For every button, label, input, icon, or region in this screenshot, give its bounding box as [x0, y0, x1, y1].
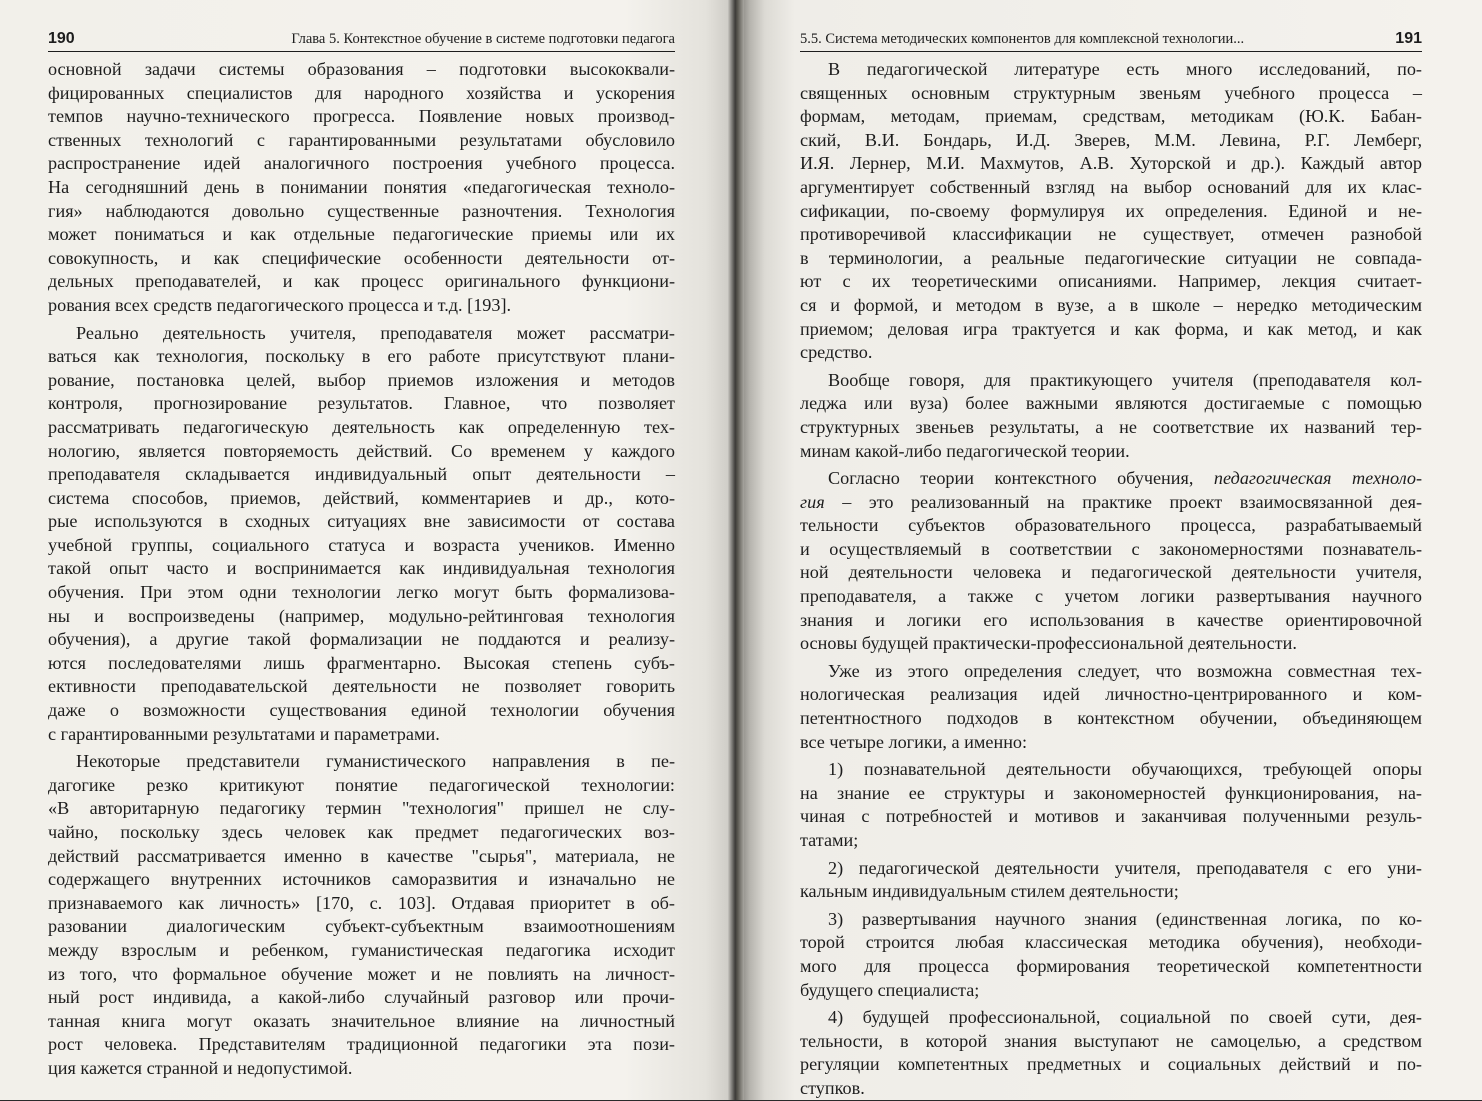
- text-line: основной задачи системы образования – подготовки высококвали-: [48, 59, 675, 79]
- text-line: приемом; деловая игра трактуется и как форма, и как метод, и как: [800, 318, 1422, 339]
- paragraph: [800, 758, 1422, 852]
- text-line: татами;: [800, 830, 859, 850]
- text-line: 1) познавательной деятельности обучающихся, требующей опоры: [828, 759, 1422, 780]
- text-line: рование, постановка целей, выбор приемов изложения и методов: [48, 369, 675, 390]
- text-line: чайно, поскольку здесь человек как предмет педагогических воз-: [48, 822, 675, 842]
- left-running-title: Глава 5. Контекстное обучение в системе подготовки педагога: [291, 31, 675, 47]
- text-line: Уже из этого определения следует, что возможна совместная тех-: [828, 660, 1422, 681]
- text-line: система способов, приемов, действий, комментариев и др., кото-: [48, 487, 675, 508]
- term-emphasis: гия: [800, 491, 825, 512]
- text-line: ся и формой, и методом в вузе, а в школе – нередко методическим: [800, 294, 1422, 315]
- paragraph: [800, 908, 1422, 1002]
- text-line: рые используются в сходных ситуациях вне зависимости от состава: [48, 511, 675, 532]
- text-line: ют с их теоретическими описаниями. Например, лекция считает-: [800, 271, 1422, 292]
- text-line: на знание ее структуры и закономерностей функционирования, на-: [800, 782, 1422, 803]
- text-line: сификации, по-своему формулируя их определения. Единой и не-: [800, 200, 1422, 221]
- right-body-text: [800, 58, 1422, 1101]
- paragraph: [48, 750, 675, 1080]
- book-gutter: [728, 0, 744, 1100]
- text-line: 3) развертывания научного знания (единственная логика, по ко-: [828, 908, 1422, 929]
- text-line: дельных преподавателей, и как процесс оригинального функциони-: [48, 271, 675, 292]
- text-line: Некоторые представители гуманистического направления в пе-: [76, 751, 675, 772]
- text-line: контроля, прогнозирование результатов. Главное, что позволяет: [48, 393, 675, 414]
- text-line: гия» наблюдаются довольно существенные разночтения. Технология: [48, 200, 675, 221]
- text-line: чиная с потребностей и мотивов и заканчивая полученными резуль-: [800, 806, 1422, 827]
- text-line: И.Я. Лернер, М.И. Махмутов, А.В. Хуторской и др.). Каждый автор: [800, 153, 1422, 174]
- text-line: 2) педагогической деятельности учителя, преподавателя с его уни-: [828, 857, 1422, 878]
- text-line: нологию, является повторяемость действий. Со временем у каждого: [48, 440, 675, 461]
- text-line: мого для процесса формирования теоретической компетентности: [800, 955, 1422, 976]
- text-line: дагогике резко критикуют понятие педагогической технологии:: [48, 774, 675, 795]
- text-line: основы будущей практически-профессиональной деятельности.: [800, 633, 1297, 654]
- text-line: обучения. При этом одни технологии легко могут быть формализова-: [48, 582, 675, 603]
- right-running-title: 5.5. Система методических компонентов для комплексной технологии...: [800, 31, 1245, 47]
- paragraph: [800, 857, 1422, 904]
- text-line: Реально деятельность учителя, преподавателя может рассматри-: [76, 322, 675, 343]
- text-line: ция кажется странной и недопустимой.: [48, 1057, 353, 1078]
- text-line: преподавателя, а также с учетом логики развертывания научного: [800, 586, 1422, 607]
- text-line: все четыре логики, а именно:: [800, 731, 1028, 752]
- text-line: формам, методам, приемам, средствам, методикам (Ю.К. Бабан-: [800, 106, 1422, 127]
- text-line: тельности субъектов образовательного процесса, разрабатываемый: [800, 515, 1422, 536]
- text-line: 4) будущей профессиональной, социальной по своей сути, дея-: [828, 1007, 1422, 1028]
- text-line: ский, В.И. Бондарь, И.Д. Зверев, М.М. Левина, Р.Г. Лемберг,: [800, 129, 1422, 150]
- text-line: ективности преподавательской деятельности не позволяет говорить: [48, 676, 675, 697]
- text-line: распространение идей аналогичного построения учебного процесса.: [48, 153, 675, 174]
- paragraph: [800, 660, 1422, 754]
- text-line: фицированных специалистов для народного хозяйства и ускорения: [48, 82, 675, 103]
- left-page: [0, 0, 735, 1100]
- right-running-head: [800, 30, 1422, 52]
- text-line: ны и воспроизведены (например, модульно-рейтинговая технология: [48, 605, 675, 626]
- text-line: структурных звеньев результаты, а не соответствие их названий тер-: [800, 416, 1422, 437]
- text-line: торой строится любая классическая методика обучения), необходи-: [800, 932, 1422, 953]
- text-line: будущего специалиста;: [800, 979, 980, 1000]
- text-line: такой опыт часто и воспринимается как индивидуальная технология: [48, 558, 675, 579]
- paragraph: [48, 58, 675, 318]
- text-line: учебной группы, социального статуса и возраста учеников. Именно: [48, 534, 675, 555]
- text-line: между взрослым и ребенком, гуманистическая педагогика исходит: [48, 939, 675, 960]
- text-line: преподавателя складывается индивидуальный опыт деятельности –: [48, 464, 675, 485]
- text-line: священных основным структурным звеньям учебного процесса –: [800, 82, 1422, 103]
- text-line: ный рост индивида, а какой-либо случайный разговор или прочи-: [48, 987, 675, 1008]
- text-line: ственных технологий с гарантированными результатами обусловило: [48, 129, 675, 150]
- text-line: даже о возможности существования единой технологии обучения: [48, 700, 675, 721]
- text-line: из того, что формальное обучение может и не повлиять на личност-: [48, 963, 675, 984]
- text-line: и осуществляемый в соответствии с закономерностями познаватель-: [800, 538, 1422, 559]
- text-line: леджа или вуза) более важными являются достигаемые с помощью: [800, 393, 1422, 414]
- text-line: регуляции компетентных предметных и социальных действий и по-: [800, 1054, 1422, 1075]
- text-line: нологическая реализация идей личностно-центрированного и ком-: [800, 684, 1422, 705]
- text-line: ной деятельности человека и педагогической деятельности учителя,: [800, 562, 1422, 583]
- paragraph: [800, 58, 1422, 365]
- text-line: рассматривать педагогическую деятельность как определенную тех-: [48, 416, 675, 437]
- text-line: гия – это реализованный на практике проект взаимосвязанной дея-: [800, 491, 1422, 512]
- text-line: знания и логики его использования в качестве ориентировочной: [800, 609, 1422, 630]
- text-line: ваться как технология, поскольку в его работе присутствуют плани-: [48, 346, 675, 367]
- left-page-number: 190: [48, 30, 75, 47]
- text-line: петентностного подходов в контекстном обучении, объединяющем: [800, 708, 1422, 729]
- text-line: ются последователями лишь фрагментарно. Высокая степень субъ-: [48, 652, 675, 673]
- paragraph: [48, 322, 675, 747]
- text-line: в терминологии, а реальные педагогические ситуации не совпада-: [800, 247, 1422, 268]
- left-body-text: [48, 58, 675, 1081]
- text-line: минам какой-либо педагогической теории.: [800, 440, 1130, 461]
- text-line: разовании диалогическим субъект-субъектным взаимоотношениям: [48, 916, 675, 937]
- paragraph: [800, 1006, 1422, 1100]
- right-page: [735, 0, 1482, 1100]
- text-line: действий рассматривается именно в качестве "сырья", материала, не: [48, 845, 675, 866]
- text-line: противоречивой классификации не существует, отмечен разнобой: [800, 224, 1422, 245]
- right-page-number: 191: [1395, 30, 1422, 47]
- text-line: Согласно теории контекстного обучения, педагогическая техноло-: [828, 468, 1422, 489]
- text-line: аргументирует собственный взгляд на выбор оснований для их клас-: [800, 176, 1422, 197]
- text-line: рост человека. Представителям традиционной педагогики эта пози-: [48, 1034, 675, 1055]
- text-line: ступков.: [800, 1077, 865, 1098]
- text-line: «В авторитарную педагогику термин "технология" пришел не слу-: [48, 798, 675, 819]
- text-line: темпов научно-технического прогресса. Появление новых производ-: [48, 106, 675, 127]
- text-line: содержащего внутренних источников саморазвития и изначально не: [48, 869, 675, 890]
- paragraph: [800, 369, 1422, 463]
- text-line: совокупность, и как специфические особенности деятельности от-: [48, 247, 675, 268]
- text-line: кальным индивидуальным стилем деятельности;: [800, 881, 1179, 902]
- text-line: может пониматься и как отдельные педагогические приемы или их: [48, 224, 675, 245]
- text-line: рования всех средств педагогического процесса и т.д. [193].: [48, 294, 512, 315]
- text-line: В педагогической литературе есть много исследований, по-: [828, 59, 1422, 79]
- term-emphasis: педагогическая техноло-: [1213, 468, 1422, 489]
- left-running-head: [48, 30, 675, 52]
- text-line: танная книга могут оказать значительное влияние на личностный: [48, 1010, 675, 1031]
- text-line: На сегодняшний день в понимании понятия «педагогическая техноло-: [48, 176, 675, 197]
- text-line: средство.: [800, 342, 873, 363]
- text-line: признаваемого как личность» [170, с. 103]. Отдавая приоритет в об-: [48, 892, 675, 913]
- text-line: с гарантированными результатами и параметрами.: [48, 723, 440, 744]
- text-line: тельности, в которой знания выступают не самоцелью, а средством: [800, 1030, 1422, 1051]
- text-line: обучения), а другие такой формализации не поддаются и реализу-: [48, 629, 675, 650]
- text-line: Вообще говоря, для практикующего учителя (преподавателя кол-: [828, 369, 1422, 390]
- paragraph: [800, 467, 1422, 656]
